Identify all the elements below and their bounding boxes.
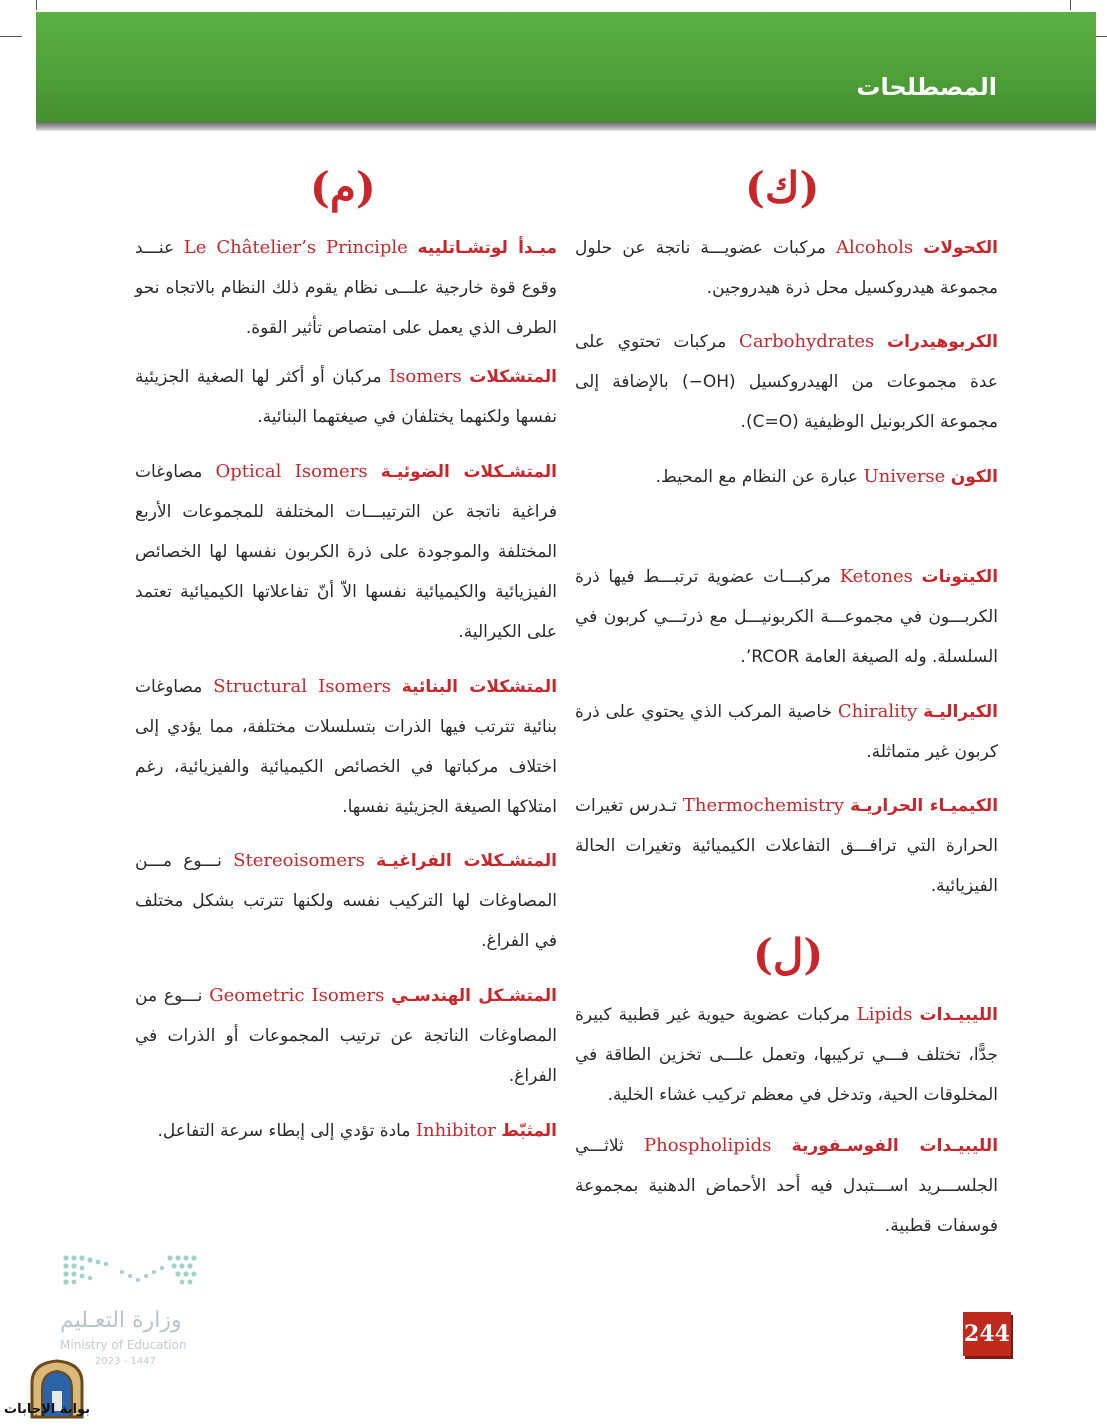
page-title: المصطلحات	[856, 73, 997, 101]
term-arabic: الكيتونات	[921, 567, 999, 587]
header-bar	[36, 12, 1096, 122]
term-definition: نـــوع مـــن المصاوغات لها التركيب نفسه ولكنها تترتب بشكل مختلف في الفراغ.	[135, 851, 557, 951]
glossary-entry	[575, 322, 998, 442]
ministry-logo-dots-icon	[62, 1252, 202, 1294]
glossary-entry	[135, 452, 557, 652]
page-number: 244	[963, 1312, 1011, 1356]
term-english: Stereoisomers	[233, 850, 365, 871]
ministry-name-arabic: وزارة التعـليم	[60, 1308, 182, 1333]
crop-mark	[36, 0, 37, 10]
term-arabic: مبـدأ لوتشـاتلييه	[417, 238, 557, 258]
glossary-entry	[135, 228, 557, 348]
term-english: Universe	[863, 466, 946, 487]
term-english: Geometric Isomers	[209, 985, 385, 1006]
header-shadow	[36, 122, 1096, 131]
glossary-entry	[135, 841, 557, 961]
term-english: Alcohols	[836, 237, 914, 258]
term-definition: مركبان أو أكثر لها الصغية الجزيئية نفسها ولكنهما يختلفان في صيغتهما البنائية.	[135, 367, 557, 427]
term-definition: مصاوغات بنائية تترتب فيها الذرات بتسلسلات مختلفة، مما يؤدي إلى اختلاف مركباتها في الخصائص الكيميائية والفيزيائية، رغم امتلاكها الصيغة الجزيئية نفسها.	[135, 677, 557, 817]
term-definition: نـــوع من المصاوغات الناتجة عن ترتيب المجموعات أو الذرات في الفراغ.	[135, 986, 557, 1086]
term-arabic: الكربوهيدرات	[887, 332, 998, 352]
glossary-entry	[575, 786, 998, 906]
term-english: Le Châtelier’s Principle	[183, 237, 408, 258]
term-definition: مركبات تحتوي على عدة مجموعات من الهيدروكسيل (OH−) بالإضافة إلى مجموعة الكربونيل الوظيفية (C=O).	[575, 332, 999, 432]
term-arabic: الليبيـدات الفوسـفورية	[791, 1136, 999, 1156]
term-arabic: المتشكلات البنائية	[401, 677, 558, 697]
answers-gate-label: بوابة الإجابات	[4, 1402, 90, 1417]
section-heading-k: (ك)	[745, 163, 820, 212]
glossary-entry	[135, 667, 557, 827]
term-english: Isomers	[389, 366, 462, 387]
term-english: Thermochemistry	[682, 795, 845, 816]
term-english: Structural Isomers	[213, 676, 391, 697]
term-english: Optical Isomers	[215, 461, 368, 482]
glossary-entry	[575, 457, 998, 497]
crop-mark	[0, 36, 22, 37]
term-definition: مركبات عضويـــة ناتجة عن حلول مجموعة هيدروكسيل محل ذرة هيدروجين.	[575, 238, 998, 298]
term-english: Chirality	[837, 701, 918, 722]
glossary-entry	[135, 357, 557, 437]
term-arabic: المتشكلات	[469, 367, 557, 387]
term-definition: مركبـــات عضوية ترتبـــط فيها ذرة الكربـــون في مجموعـــة الكربونيـــل مع ذرتـــي كربون في السلسلة. وله الصيغة العامة RCOR’.	[575, 567, 998, 667]
section-heading-l: (ل)	[753, 930, 824, 979]
term-arabic: الكيميـاء الحراريـة	[850, 796, 999, 816]
term-definition: تـدرس تغيرات الحرارة التي ترافـــق التفاعلات الكيميائية وتغيرات الحالة الفيزيائية.	[575, 796, 998, 896]
term-english: Lipids	[856, 1004, 913, 1025]
term-arabic: المتشـكلات الفراغيـة	[376, 851, 557, 871]
term-arabic: الكحولات	[923, 238, 999, 258]
ministry-year: 2023 - 1447	[95, 1356, 156, 1367]
ministry-name-english: Ministry of Education	[60, 1338, 187, 1352]
glossary-entry	[135, 976, 557, 1096]
term-definition: مركبات عضوية حيوية غير قطبية كبيرة جدًّا، تختلف فـــي تركيبها، وتعمل علـــى تخزين الطاقة في المخلوقات الحية، وتدخل في معظم تركيب غشاء الخلية.	[575, 1005, 998, 1105]
term-english: Carbohydrates	[739, 331, 875, 352]
term-definition: مصاوغات فراغية ناتجة عن الترتيبـــات المختلفة للمجموعات الأربع المختلفة والموجودة على ذرة الكربون نفسها لها الخصائص الفيزيائية والكيميائية نفسها الاّ أنّ تفاعلاتها الكيميائية تعتمد على الكيرالية.	[135, 462, 557, 642]
term-english: Ketones	[839, 566, 913, 587]
term-definition: عبارة عن النظام مع المحيط.	[655, 467, 859, 487]
term-arabic: الكيراليـة	[923, 702, 998, 722]
term-definition: ثلاثـــي الجلســـريد اســـتبدل فيه أحد الأحماض الدهنية بمجموعة فوسفات قطبية.	[575, 1136, 998, 1236]
section-heading-m: (م)	[310, 163, 376, 212]
glossary-entry	[575, 228, 998, 308]
glossary-entry	[575, 557, 998, 677]
term-arabic: المثبّط	[501, 1121, 557, 1141]
term-english: Phospholipids	[644, 1135, 772, 1156]
crop-mark	[1070, 0, 1071, 10]
term-definition: مادة تؤدي إلى إبطاء سرعة التفاعل.	[157, 1121, 411, 1141]
glossary-entry	[575, 995, 998, 1115]
term-arabic: الكون	[950, 467, 998, 487]
glossary-entry	[575, 1126, 998, 1246]
term-definition: خاصية المركب الذي يحتوي على ذرة كربون غير متماثلة.	[575, 702, 998, 762]
term-english: Inhibitor	[415, 1120, 496, 1141]
term-arabic: المتشـكل الهندسـي	[391, 986, 558, 1006]
term-arabic: المتشـكلات الضوئيـة	[380, 462, 558, 482]
term-arabic: الليبيـدات	[919, 1005, 998, 1025]
glossary-entry	[575, 692, 998, 772]
glossary-entry	[135, 1111, 557, 1151]
term-definition: عنـــد وقوع قوة خارجية علـــى نظام يقوم ذلك النظام بالاتجاه نحو الطرف الذي يعمل على امتصاص تأثير القوة.	[135, 238, 557, 338]
